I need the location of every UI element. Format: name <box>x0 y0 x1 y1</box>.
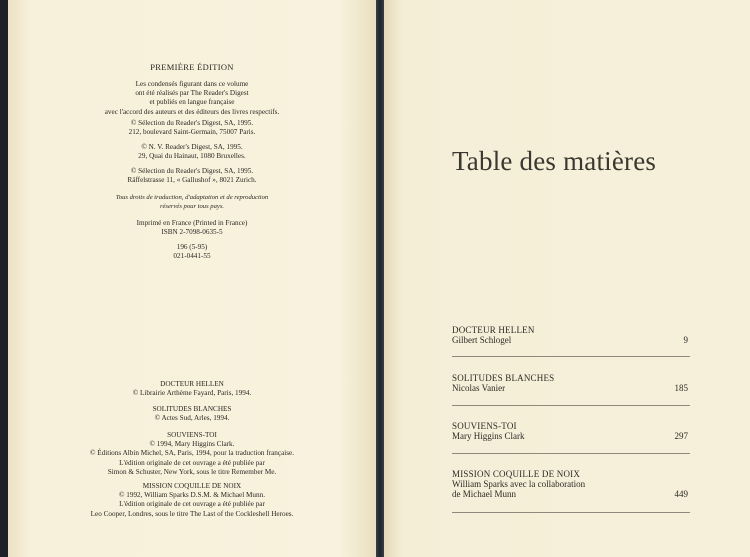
edition-title: PREMIÈRE ÉDITION <box>150 62 234 72</box>
copyright-line: 29, Quai du Hainaut, 1080 Bruxelles. <box>138 152 246 161</box>
copyright-line: Räffelstrasse 11, « Gallushof », 8021 Zurich. <box>127 176 257 185</box>
book-gutter <box>376 0 384 557</box>
notice-line: et publiés en langue française <box>149 98 235 107</box>
notice-line: Les condensés figurant dans ce volume <box>135 80 249 88</box>
toc-entry-page: 297 <box>674 431 688 441</box>
toc-entry-title: MISSION COQUILLE DE NOIX <box>452 469 581 479</box>
credit-line: L'édition originale de cet ouvrage a été publiée par <box>119 458 265 467</box>
copyright-line: 212, boulevard Saint-Germain, 75007 Paris. <box>128 128 256 137</box>
print-codes <box>8 243 376 261</box>
toc-entry-title: DOCTEUR HELLEN <box>452 325 535 335</box>
print-info <box>8 219 376 237</box>
toc-rule <box>452 512 690 513</box>
credit-line: © Éditions Albin Michel, SA, Paris, 1994, pour la traduction française. <box>89 449 295 458</box>
toc-entry-author: Nicolas Vanier <box>452 383 506 393</box>
print-code: 196 (5-95) <box>176 243 208 251</box>
copyright-block-bruxelles <box>8 143 376 161</box>
credit-line: Leo Cooper, Londres, sous le titre The Last of the Cockleshell Heroes. <box>90 509 294 518</box>
credit-title: MISSION COQUILLE DE NOIX <box>142 482 242 490</box>
rights-line: Tous droits de traduction, d'adaptation et de reproduction <box>115 194 269 201</box>
toc-entry-author: Mary Higgins Clark <box>452 431 525 441</box>
notice-line: ont été réalisés par The Reader's Digest <box>135 89 249 98</box>
credit-line: Simon & Schuster, New York, sous le titre Remember Me. <box>107 467 277 476</box>
toc-entry-author: Gilbert Schlogel <box>452 335 512 345</box>
rights-notice <box>8 194 376 211</box>
toc-title: Table des matières <box>452 146 657 176</box>
toc-entry <box>452 469 690 499</box>
credit-title: DOCTEUR HELLEN <box>160 380 224 388</box>
notice-block <box>8 80 376 117</box>
notice-line: avec l'accord des auteurs et des éditeurs des livres respectifs. <box>104 107 280 116</box>
toc-entry-author: William Sparks avec la collaboration <box>452 479 586 489</box>
credit-solitudes-blanches <box>8 405 376 423</box>
print-line: Imprimé en France (Printed in France) <box>136 219 248 227</box>
credit-title: SOLITUDES BLANCHES <box>152 405 232 413</box>
credit-line: © Librairie Arthème Fayard, Paris, 1994. <box>132 389 252 398</box>
credit-line: © Actes Sud, Arles, 1994. <box>154 414 230 423</box>
toc-rule <box>452 405 690 406</box>
toc-entry-title: SOUVIENS-TOI <box>452 421 517 431</box>
toc-entry <box>452 373 690 393</box>
isbn: ISBN 2-7098-0635-5 <box>161 228 223 237</box>
toc-rule <box>452 356 690 357</box>
credit-line: L'édition originale de cet ouvrage a été publiée par <box>119 500 265 509</box>
toc-entry-page: 185 <box>674 383 688 393</box>
credit-souviens-toi <box>8 431 376 477</box>
toc-entry-title: SOLITUDES BLANCHES <box>452 373 555 383</box>
book-edge <box>0 0 8 557</box>
toc-entry-author-continued: de Michael Munn <box>452 489 516 499</box>
toc-rule <box>452 453 690 454</box>
rights-line: réservés pour tous pays. <box>159 202 225 210</box>
credit-mission-coquille <box>8 482 376 519</box>
toc-entry <box>452 421 690 441</box>
copyright-block-paris <box>8 119 376 137</box>
credit-line: © 1992, William Sparks D.S.M. & Michael Munn. <box>119 491 265 500</box>
copyright-line: © N. V. Reader's Digest, SA, 1995. <box>141 143 243 151</box>
toc-entry-page: 9 <box>683 335 688 345</box>
copyright-line: © Sélection du Reader's Digest, SA, 1995. <box>130 119 254 127</box>
toc-entry <box>452 325 690 345</box>
copyright-block-zurich <box>8 167 376 185</box>
print-code: 021-0441-55 <box>173 252 211 261</box>
toc-entry-page: 449 <box>674 489 688 499</box>
credit-docteur-hellen <box>8 380 376 398</box>
credit-title: SOUVIENS-TOI <box>167 431 217 439</box>
copyright-line: © Sélection du Reader's Digest, SA, 1995. <box>130 167 254 175</box>
credit-line: © 1994, Mary Higgins Clark. <box>149 440 235 449</box>
